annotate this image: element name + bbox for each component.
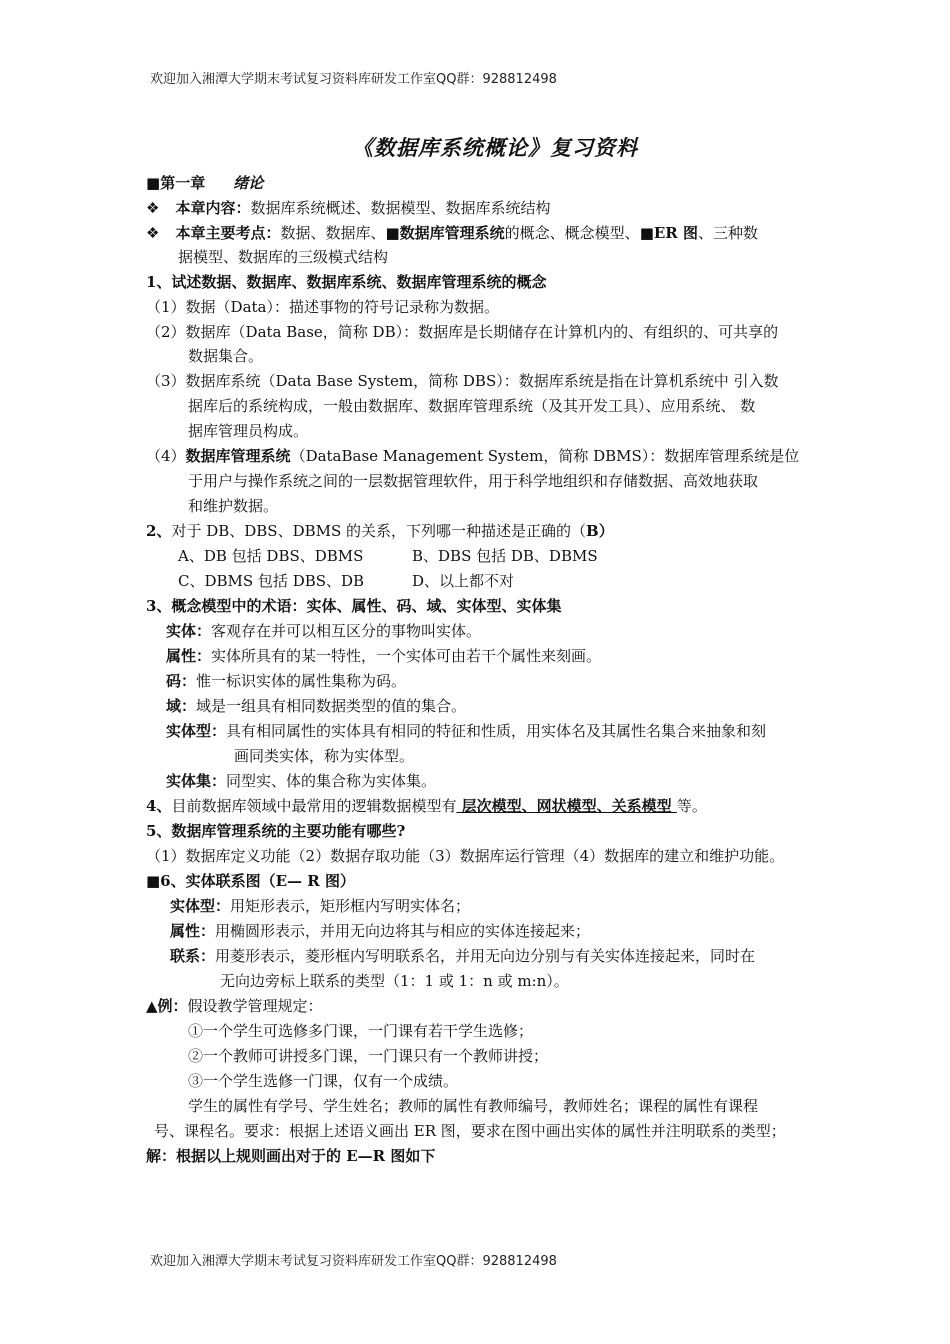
- page-footer: 欢迎加入湘潭大学期末考试复习资料库研发工作室QQ群：928812498: [150, 1254, 557, 1269]
- example-rule-1: ①一个学生可选修多门课，一门课有若干学生选修；: [188, 1022, 534, 1040]
- term-label: 实体型：: [170, 897, 231, 915]
- q3-term-entity-set: [166, 771, 436, 791]
- term-def: 用矩形表示，矩形框内写明实体名；: [230, 897, 471, 915]
- q1-answer-2: （2）数据库（Data Base，简称 DB）：数据库是长期储存在计算机内的、有组织的、可共享的: [146, 323, 779, 341]
- q1-a4-rest: （DataBase Management System，简称 DBMS）：数据库管理系统是位: [290, 447, 800, 465]
- q2-option-b: B、DBS 包括 DB、DBMS: [412, 547, 598, 565]
- term-label: 属性：: [166, 647, 212, 665]
- q1-answer-3-cont-2: 据库管理员构成。: [188, 422, 309, 440]
- chapter-heading: [146, 173, 263, 193]
- q5-answer: （1）数据库定义功能（2）数据存取功能（3）数据库运行管理（4）数据库的建立和维护功能。: [146, 847, 785, 865]
- q4-suffix: 等。: [676, 797, 707, 815]
- points-text-3: 、三种数: [697, 224, 758, 242]
- term-def: 具有相同属性的实体具有相同的特征和性质，用实体名及其属性名集合来抽象和刻: [226, 722, 767, 740]
- term-def: 惟一标识实体的属性集称为码。: [196, 672, 407, 690]
- q6-item-relationship-cont: 无向边旁标上联系的类型（1：1 或 1：n 或 m:n）。: [220, 972, 569, 990]
- q1-answer-2-cont: 数据集合。: [188, 347, 264, 365]
- term-def: 用椭圆形表示，并用无向边将其与相应的实体连接起来；: [215, 922, 591, 940]
- example-intro: [146, 996, 323, 1016]
- points-label: 本章主要考点：: [175, 224, 281, 242]
- chapter-label: 第一章: [160, 174, 206, 192]
- term-def: 客观存在并可以相互区分的事物叫实体。: [211, 622, 482, 640]
- q1-answer-4: [146, 446, 799, 466]
- example-desc-1: 学生的属性有学号、学生姓名；教师的属性有教师编号，教师姓名；课程的属性有课程: [188, 1097, 759, 1115]
- points-text-2: 的概念、概念模型、: [504, 224, 640, 242]
- term-label: 域：: [166, 697, 197, 715]
- term-label: 实体：: [166, 622, 212, 640]
- q3-term-entity-type: [166, 721, 766, 741]
- diamond-bullet-icon: ❖: [146, 199, 160, 217]
- q3-term-attribute: [166, 646, 601, 666]
- example-label: ▲例：: [146, 997, 188, 1015]
- q2-heading: [146, 521, 614, 541]
- q3-term-key: [166, 671, 406, 691]
- q1-a4-prefix: （4）: [146, 447, 186, 465]
- q3-heading: 3、概念模型中的术语：实体、属性、码、域、实体型、实体集: [146, 597, 562, 615]
- example-desc-2: 号、课程名。要求：根据上述语义画出 ER 图，要求在图中画出实体的属性并注明联系的类型；: [154, 1122, 786, 1140]
- q4-line: [146, 796, 707, 816]
- term-label: 属性：: [170, 922, 216, 940]
- page-title: 《数据库系统概论》复习资料: [352, 135, 638, 160]
- points-bold-1: ■数据库管理系统: [385, 224, 505, 242]
- points-bold-2: ■ER 图: [639, 224, 698, 242]
- term-label: 实体集：: [166, 772, 227, 790]
- example-intro-text: 假设教学管理规定：: [187, 997, 323, 1015]
- q1-answer-4-cont-2: 和维护数据。: [188, 497, 279, 515]
- square-bullet-icon: ■: [146, 174, 161, 192]
- page-header: 欢迎加入湘潭大学期末考试复习资料库研发工作室QQ群：928812498: [150, 72, 557, 87]
- term-def: 实体所具有的某一特性，一个实体可由若干个属性来刻画。: [211, 647, 602, 665]
- q1-heading: 1、试述数据、数据库、数据库系统、数据库管理系统的概念: [146, 273, 547, 291]
- q6-item-entity-type: [170, 896, 470, 916]
- q6-item-attribute: [170, 921, 590, 941]
- q1-answer-1: （1）数据（Data）：描述事物的符号记录称为数据。: [146, 298, 499, 316]
- example-rule-2: ②一个教师可讲授多门课，一门课只有一个教师讲授；: [188, 1047, 549, 1065]
- q2-option-a: A、DB 包括 DBS、DBMS: [178, 547, 364, 565]
- q5-heading: 5、数据库管理系统的主要功能有哪些?: [146, 822, 406, 840]
- term-label: 实体型：: [166, 722, 227, 740]
- chapter-name: 绪论: [233, 174, 264, 192]
- q2-prefix: 2、: [146, 522, 172, 540]
- q1-a4-term: 数据库管理系统: [185, 447, 291, 465]
- q2-option-c: C、DBMS 包括 DBS、DB: [178, 572, 365, 590]
- term-def: 同型实、体的集合称为实体集。: [226, 772, 437, 790]
- q1-answer-3-cont-1: 据库后的系统构成，一般由数据库、数据库管理系统（及其开发工具）、应用系统、 数: [188, 397, 756, 415]
- term-def: 域是一组具有相同数据类型的值的集合。: [196, 697, 467, 715]
- q4-text: 目前数据库领域中最常用的逻辑数据模型有: [171, 797, 457, 815]
- q3-term-entity-type-cont: 画同类实体，称为实体型。: [234, 747, 415, 765]
- points-line-2: 据模型、数据库的三级模式结构: [178, 248, 389, 266]
- q4-answer: 层次模型、网状模型、关系模型: [456, 797, 677, 815]
- q3-term-domain: [166, 696, 466, 716]
- term-label: 码：: [166, 672, 197, 690]
- q3-term-entity: [166, 621, 481, 641]
- bullet-key-points: [146, 223, 758, 243]
- q6-heading: ■6、实体联系图（E— R 图）: [146, 872, 355, 890]
- q1-answer-3: （3）数据库系统（Data Base System，简称 DBS）：数据库系统是指在计算机系统中 引入数: [146, 372, 779, 390]
- q2-answer: B: [586, 522, 599, 540]
- diamond-bullet-icon: ❖: [146, 224, 160, 242]
- q4-prefix: 4、: [146, 797, 172, 815]
- content-label: 本章内容：: [175, 199, 251, 217]
- bullet-content: [146, 198, 550, 218]
- q2-close: ）: [598, 522, 614, 540]
- q2-text: 对于 DB、DBS、DBMS 的关系，下列哪一种描述是正确的（: [171, 522, 587, 540]
- content-text: 数据库系统概述、数据模型、数据库系统结构: [250, 199, 551, 217]
- q2-option-d: D、以上都不对: [412, 572, 515, 590]
- example-rule-3: ③一个学生选修一门课，仅有一个成绩。: [188, 1072, 459, 1090]
- q6-item-relationship: [170, 946, 755, 966]
- points-text-1: 数据、数据库、: [280, 224, 386, 242]
- term-label: 联系：: [170, 947, 216, 965]
- term-def: 用菱形表示，菱形框内写明联系名，并用无向边分别与有关实体连接起来，同时在: [215, 947, 756, 965]
- example-solution: 解：根据以上规则画出对于的 E—R 图如下: [146, 1147, 436, 1165]
- q1-answer-4-cont-1: 于用户与操作系统之间的一层数据管理软件，用于科学地组织和存储数据、高效地获取: [188, 472, 759, 490]
